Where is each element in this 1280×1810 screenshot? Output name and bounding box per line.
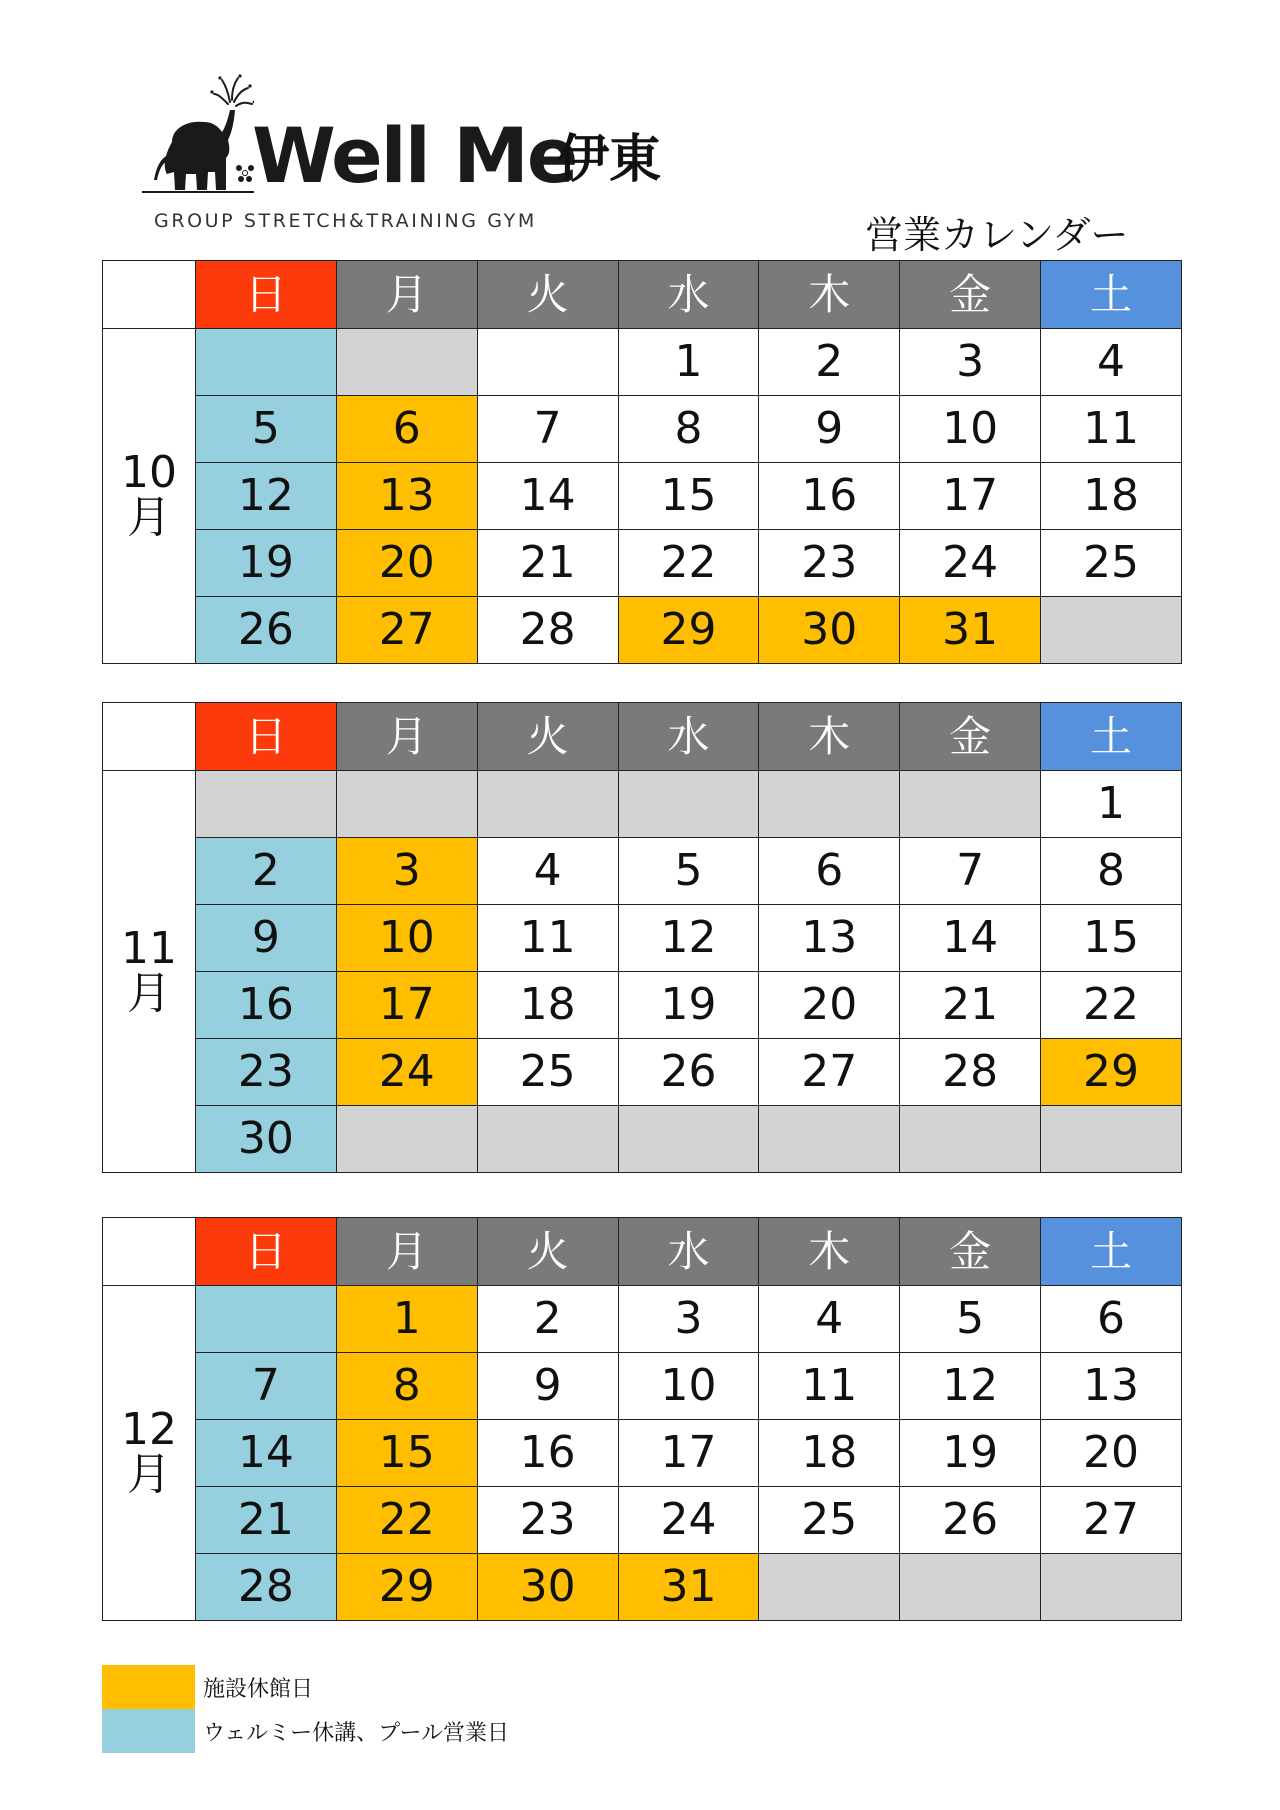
day-cell: 10 [336, 905, 477, 972]
day-cell: 16 [759, 463, 900, 530]
day-cell: 31 [900, 597, 1041, 664]
day-cell: 23 [196, 1039, 337, 1106]
location-name: 伊東 [557, 130, 662, 190]
day-cell: 20 [1041, 1420, 1182, 1487]
day-cell: 27 [336, 597, 477, 664]
day-cell: 15 [1041, 905, 1182, 972]
day-cell: 12 [900, 1353, 1041, 1420]
day-cell: 27 [1041, 1487, 1182, 1554]
day-cell: 1 [336, 1286, 477, 1353]
week-row [103, 1554, 1182, 1621]
month-calendar [102, 260, 1182, 664]
day-cell [618, 771, 759, 838]
week-row [103, 771, 1182, 838]
day-cell [618, 1106, 759, 1173]
day-cell: 16 [477, 1420, 618, 1487]
logo [142, 72, 702, 242]
weekday-header: 金 [900, 703, 1041, 771]
weekday-header: 日 [196, 1218, 337, 1286]
day-cell: 13 [759, 905, 900, 972]
day-cell: 11 [759, 1353, 900, 1420]
week-row [103, 329, 1182, 396]
day-cell: 20 [336, 530, 477, 597]
day-cell [759, 771, 900, 838]
day-cell: 7 [196, 1353, 337, 1420]
week-row [103, 463, 1182, 530]
day-cell: 2 [477, 1286, 618, 1353]
day-cell: 8 [618, 396, 759, 463]
day-cell: 9 [759, 396, 900, 463]
day-cell: 6 [759, 838, 900, 905]
weekday-header: 水 [618, 1218, 759, 1286]
weekday-header: 金 [900, 261, 1041, 329]
day-cell: 3 [618, 1286, 759, 1353]
weekday-header: 火 [477, 1218, 618, 1286]
week-row [103, 396, 1182, 463]
day-cell: 19 [618, 972, 759, 1039]
day-cell: 15 [336, 1420, 477, 1487]
day-cell: 15 [618, 463, 759, 530]
day-cell: 30 [759, 597, 900, 664]
day-cell: 2 [759, 329, 900, 396]
day-cell: 9 [196, 905, 337, 972]
day-cell: 21 [477, 530, 618, 597]
day-cell: 22 [1041, 972, 1182, 1039]
day-cell [900, 1106, 1041, 1173]
day-cell: 1 [618, 329, 759, 396]
day-cell: 25 [759, 1487, 900, 1554]
day-cell: 19 [900, 1420, 1041, 1487]
day-cell [759, 1554, 900, 1621]
day-cell: 16 [196, 972, 337, 1039]
day-cell: 1 [1041, 771, 1182, 838]
weekday-header: 木 [759, 1218, 900, 1286]
day-cell: 4 [477, 838, 618, 905]
day-cell: 23 [477, 1487, 618, 1554]
calendar-title: 営業カレンダー [865, 213, 1129, 257]
day-cell: 24 [900, 530, 1041, 597]
legend-label-closed: 施設休館日 [203, 1676, 314, 1702]
day-cell [759, 1106, 900, 1173]
day-cell: 5 [900, 1286, 1041, 1353]
legend-item-closed [102, 1665, 509, 1709]
header-corner [103, 703, 196, 771]
day-cell: 29 [336, 1554, 477, 1621]
legend [102, 1665, 509, 1753]
day-cell: 4 [1041, 329, 1182, 396]
day-cell: 2 [196, 838, 337, 905]
day-cell: 28 [900, 1039, 1041, 1106]
legend-swatch-closed [102, 1665, 195, 1709]
day-cell: 8 [1041, 838, 1182, 905]
brand-subtitle: GROUP STRETCH&TRAINING GYM [154, 210, 537, 232]
week-row [103, 1039, 1182, 1106]
day-cell [196, 329, 337, 396]
weekday-header: 木 [759, 703, 900, 771]
week-row [103, 530, 1182, 597]
day-cell [336, 329, 477, 396]
day-cell [477, 329, 618, 396]
day-cell: 25 [1041, 530, 1182, 597]
weekday-header: 月 [336, 703, 477, 771]
day-cell: 13 [1041, 1353, 1182, 1420]
week-row [103, 905, 1182, 972]
day-cell: 25 [477, 1039, 618, 1106]
day-cell: 5 [618, 838, 759, 905]
day-cell: 12 [618, 905, 759, 972]
week-row [103, 597, 1182, 664]
week-row [103, 1487, 1182, 1554]
day-cell: 24 [336, 1039, 477, 1106]
weekday-header: 金 [900, 1218, 1041, 1286]
day-cell [1041, 1554, 1182, 1621]
day-cell: 3 [336, 838, 477, 905]
day-cell: 24 [618, 1487, 759, 1554]
month-label: 10 月 [103, 329, 196, 664]
day-cell [196, 771, 337, 838]
day-cell: 7 [900, 838, 1041, 905]
day-cell: 4 [759, 1286, 900, 1353]
day-cell [336, 771, 477, 838]
day-cell [1041, 597, 1182, 664]
week-row [103, 972, 1182, 1039]
day-cell: 12 [196, 463, 337, 530]
day-cell: 14 [900, 905, 1041, 972]
weekday-header-row [103, 703, 1182, 771]
weekday-header: 火 [477, 261, 618, 329]
weekday-header: 木 [759, 261, 900, 329]
week-row [103, 838, 1182, 905]
day-cell: 3 [900, 329, 1041, 396]
day-cell: 7 [477, 396, 618, 463]
day-cell: 27 [759, 1039, 900, 1106]
weekday-header: 土 [1041, 703, 1182, 771]
header-corner [103, 1218, 196, 1286]
weekday-header: 水 [618, 261, 759, 329]
day-cell: 30 [477, 1554, 618, 1621]
day-cell: 5 [196, 396, 337, 463]
month-calendar [102, 1217, 1182, 1621]
day-cell: 26 [900, 1487, 1041, 1554]
day-cell: 9 [477, 1353, 618, 1420]
day-cell: 19 [196, 530, 337, 597]
legend-item-pool [102, 1709, 509, 1753]
day-cell: 11 [1041, 396, 1182, 463]
day-cell: 30 [196, 1106, 337, 1173]
day-cell: 18 [477, 972, 618, 1039]
day-cell [196, 1286, 337, 1353]
week-row [103, 1286, 1182, 1353]
day-cell: 18 [1041, 463, 1182, 530]
day-cell: 17 [336, 972, 477, 1039]
day-cell: 14 [196, 1420, 337, 1487]
day-cell: 26 [196, 597, 337, 664]
month-label: 11 月 [103, 771, 196, 1173]
day-cell [900, 771, 1041, 838]
weekday-header: 火 [477, 703, 618, 771]
day-cell: 17 [900, 463, 1041, 530]
week-row [103, 1420, 1182, 1487]
day-cell [477, 771, 618, 838]
month-label: 12 月 [103, 1286, 196, 1621]
day-cell: 26 [618, 1039, 759, 1106]
legend-label-pool: ウェルミー休講、プール営業日 [203, 1720, 510, 1746]
weekday-header: 月 [336, 261, 477, 329]
day-cell: 8 [336, 1353, 477, 1420]
day-cell: 11 [477, 905, 618, 972]
day-cell: 17 [618, 1420, 759, 1487]
week-row [103, 1106, 1182, 1173]
month-calendar [102, 702, 1182, 1173]
elephant-fountain-icon [142, 72, 254, 200]
day-cell: 18 [759, 1420, 900, 1487]
day-cell: 28 [196, 1554, 337, 1621]
day-cell: 10 [618, 1353, 759, 1420]
day-cell: 29 [618, 597, 759, 664]
day-cell: 6 [336, 396, 477, 463]
weekday-header: 月 [336, 1218, 477, 1286]
day-cell: 22 [618, 530, 759, 597]
day-cell: 21 [196, 1487, 337, 1554]
day-cell: 23 [759, 530, 900, 597]
day-cell: 22 [336, 1487, 477, 1554]
weekday-header: 水 [618, 703, 759, 771]
day-cell: 29 [1041, 1039, 1182, 1106]
weekday-header-row [103, 261, 1182, 329]
day-cell [900, 1554, 1041, 1621]
weekday-header: 日 [196, 261, 337, 329]
day-cell: 21 [900, 972, 1041, 1039]
day-cell: 28 [477, 597, 618, 664]
brand-name: Well Me [252, 111, 577, 200]
week-row [103, 1353, 1182, 1420]
day-cell: 10 [900, 396, 1041, 463]
weekday-header: 土 [1041, 261, 1182, 329]
weekday-header-row [103, 1218, 1182, 1286]
header-corner [103, 261, 196, 329]
weekday-header: 日 [196, 703, 337, 771]
day-cell: 13 [336, 463, 477, 530]
day-cell [477, 1106, 618, 1173]
day-cell: 31 [618, 1554, 759, 1621]
weekday-header: 土 [1041, 1218, 1182, 1286]
day-cell [1041, 1106, 1182, 1173]
day-cell [336, 1106, 477, 1173]
day-cell: 20 [759, 972, 900, 1039]
legend-swatch-pool [102, 1709, 195, 1753]
day-cell: 6 [1041, 1286, 1182, 1353]
day-cell: 14 [477, 463, 618, 530]
